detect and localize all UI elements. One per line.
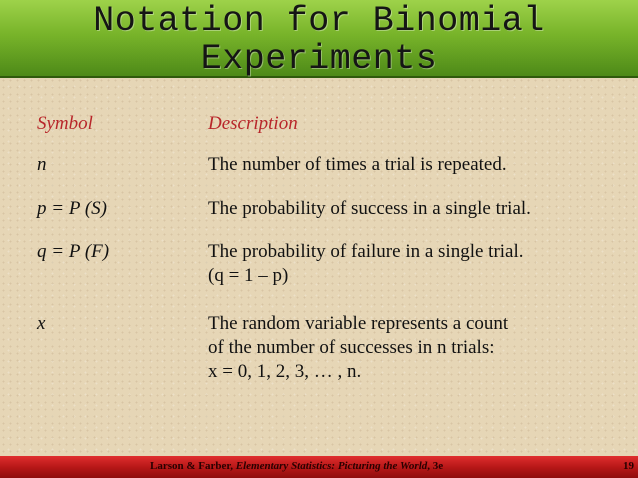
slide-title bbox=[0, 2, 638, 78]
footer-book-title: Elementary Statistics: Picturing the World bbox=[235, 460, 428, 472]
title-line-1: Notation for Binomial bbox=[93, 1, 545, 41]
footer-citation bbox=[150, 460, 443, 472]
description-line: The number of times a trial is repeated. bbox=[208, 154, 507, 175]
description-line: The probability of success in a single trial. bbox=[208, 198, 531, 219]
symbol-cell: q = P (F) bbox=[37, 241, 110, 262]
description-line: (q = 1 – p) bbox=[208, 265, 289, 286]
symbol-cell: n bbox=[37, 154, 47, 175]
description-header: Description bbox=[208, 113, 298, 134]
symbol-header: Symbol bbox=[37, 113, 93, 134]
footer-authors: Larson & Farber, bbox=[150, 460, 234, 472]
footer-edition: , 3e bbox=[427, 460, 444, 472]
symbol-cell: x bbox=[37, 313, 46, 334]
page-number: 19 bbox=[623, 460, 634, 472]
description-line: x = 0, 1, 2, 3, … , n. bbox=[208, 361, 362, 382]
symbol-cell: p = P (S) bbox=[37, 198, 107, 219]
description-line: The random variable represents a count bbox=[208, 313, 509, 334]
description-line: of the number of successes in n trials: bbox=[208, 337, 495, 358]
title-line-2: Experiments bbox=[200, 39, 438, 79]
description-line: The probability of failure in a single trial. bbox=[208, 241, 524, 262]
